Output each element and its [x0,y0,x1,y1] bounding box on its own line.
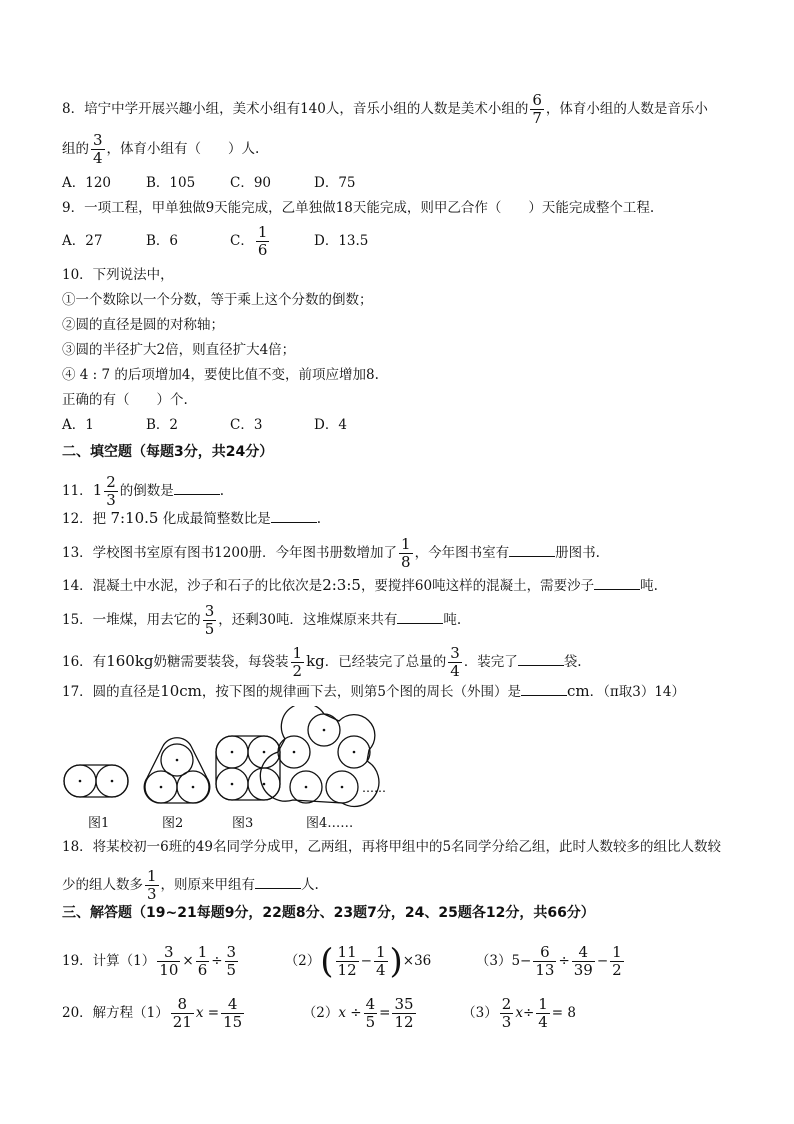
answer-blank[interactable] [594,577,640,590]
fraction: $\frac{1}{8}$ [401,535,411,571]
fraction: $\frac{3}{10}$ [159,943,179,979]
answer-blank[interactable] [174,482,220,495]
fraction: $\frac{2}{3}$ [501,995,512,1031]
fraction: $\frac{11}{12}$ [337,943,357,979]
q16: 16．有160kg奶糖需要装袋，每袋装 $\frac{1}{2}$ kg．已经装完了总量的 $\frac{3}{4}$ ．装完了 袋. [62,644,582,680]
fraction: $\frac{6}{7}$ [532,91,542,127]
fraction: $\frac{3}{5}$ [204,602,215,638]
q8-text: ，体育小组有（ ）人. [106,141,260,157]
option-d: D．13.5 [314,233,369,249]
q13: 13．学校图书室原有图书1200册．今年图书册数增加了 $\frac{1}{8}$ ，今年图书室有 册图书. [62,535,600,571]
answer-blank[interactable] [521,683,567,696]
figure-1-label: 图1 [88,816,110,831]
figure-1 [64,765,128,797]
continuation-dots: …… [362,781,386,795]
fraction: $\frac{2}{3}$ [106,473,116,509]
figure-2 [144,738,210,803]
fraction: $\frac{1}{6}$ [257,223,268,259]
q9-options [62,224,368,259]
q18-line2: 少的组人数多 $\frac{1}{3}$ ，则原来甲组有 人. [62,867,319,903]
fraction: $\frac{1}{3}$ [147,867,157,903]
fraction: $\frac{4}{5}$ [365,995,376,1031]
q11: 11．1 $\frac{2}{3}$ 的倒数是 . [62,473,225,509]
figure-4-label: 图4…… [306,816,354,831]
q20: 20．解方程（1） $\frac{8}{21}$ x = $\frac{4}{15}$ （2）x ÷ $\frac{4}{5}$ = $\frac{35}{12}$ （3） $\frac{2}{3}$ x÷ $\frac{1}{4}$ = 8 [62,995,576,1031]
q8-text: 组的 [62,141,89,157]
q10-statement-1: ①一个数除以一个分数，等于乘上这个分数的倒数； [62,292,373,308]
option-a: A．27 [62,233,103,249]
option-c: C．90 [230,175,272,191]
fraction: $\frac{3}{4}$ [93,131,103,167]
fraction: $\frac{4}{39}$ [573,943,593,979]
answer-blank[interactable] [397,611,443,624]
fraction: $\frac{1}{2}$ [612,943,622,979]
option-c: C． $\frac{1}{6}$ [230,223,268,259]
q10-stem: 10．下列说法中， [62,267,174,283]
q10-statement-2: ②圆的直径是圆的对称轴； [62,317,224,333]
option-b: B．6 [146,233,179,249]
fraction: $\frac{1}{4}$ [538,995,548,1031]
fraction: $\frac{4}{15}$ [223,995,243,1031]
option-a: A．1 [62,417,94,433]
q8-line1 [62,92,708,127]
option-c: C．3 [230,417,263,433]
q14: 14．混凝土中水泥，沙子和石子的比依次是2:3:5，要搅拌60吨这样的混凝土，需要沙子 吨. [62,576,658,594]
figure-3-label: 图3 [232,816,254,831]
answer-blank[interactable] [509,544,555,557]
option-b: B．105 [146,175,196,191]
q10-question: 正确的有（ ）个. [62,392,188,408]
fraction: $\frac{35}{12}$ [394,995,414,1031]
section-3-title: 三、解答题（19~21每题9分，22题8分、23题7分，24、25题各12分，共66分） [62,905,595,921]
q9-stem: 9．一项工程，甲单独做9天能完成，乙单独做18天能完成，则甲乙合作（ ）天能完成整个工程. [62,200,655,216]
fraction: $\frac{6}{13}$ [535,943,555,979]
answer-blank[interactable] [518,653,564,666]
q8-options [62,174,356,192]
q10-statement-3: ③圆的半径扩大2倍，则直径扩大4倍； [62,342,296,358]
option-d: D．4 [314,417,347,433]
q8-text: 8．培宁中学开展兴趣小组，美术小组有140人，音乐小组的人数是美术小组的 [62,101,529,117]
q19: 19．计算（1） $\frac{3}{10}$ × $\frac{1}{6}$ ÷ $\frac{3}{5}$ （2）( $\frac{11}{12}$ − $\frac{1}{4}$ )×36 （3）5− $\frac{6}{13}$ ÷ $\frac{4}{39}$ − $\frac{1}{2}$ [62,941,622,982]
fraction: $\frac{3}{5}$ [226,943,237,979]
answer-blank[interactable] [255,876,301,889]
q8-line2 [62,132,259,167]
q10-options [62,416,347,434]
figure-3 [216,736,280,800]
q12: 12．把 7:10.5 化成最简整数比是 . [62,509,322,527]
fraction: $\frac{1}{4}$ [375,943,386,979]
q17: 17．圆的直径是10cm，按下图的规律画下去，则第5个图的周长（外围）是 cm．（π取3）14） [62,682,686,700]
option-b: B．2 [146,417,179,433]
section-2-title: 二、填空题（每题3分，共24分） [62,444,274,460]
figure-2-label: 图2 [162,816,184,831]
q17-figures [60,706,400,811]
answer-blank[interactable] [271,510,317,523]
fraction: $\frac{8}{21}$ [172,995,192,1031]
option-d: D．75 [314,175,356,191]
q15: 15．一堆煤，用去它的 $\frac{3}{5}$ ，还剩30吨．这堆煤原来共有 吨. [62,602,462,638]
fraction: $\frac{1}{6}$ [197,943,208,979]
q18-line1: 18．将某校初一6班的49名同学分成甲，乙两组，再将甲组中的5名同学分给乙组，此时人数较多的组比人数较 [62,839,722,855]
option-a: A．120 [62,175,112,191]
fraction: $\frac{1}{2}$ [292,644,303,680]
fraction: $\frac{3}{4}$ [450,644,460,680]
q10-statement-4: ④ 4 : 7 的后项增加4，要使比值不变，前项应增加8. [62,367,379,383]
q8-text: ，体育小组的人数是音乐小 [545,101,708,117]
